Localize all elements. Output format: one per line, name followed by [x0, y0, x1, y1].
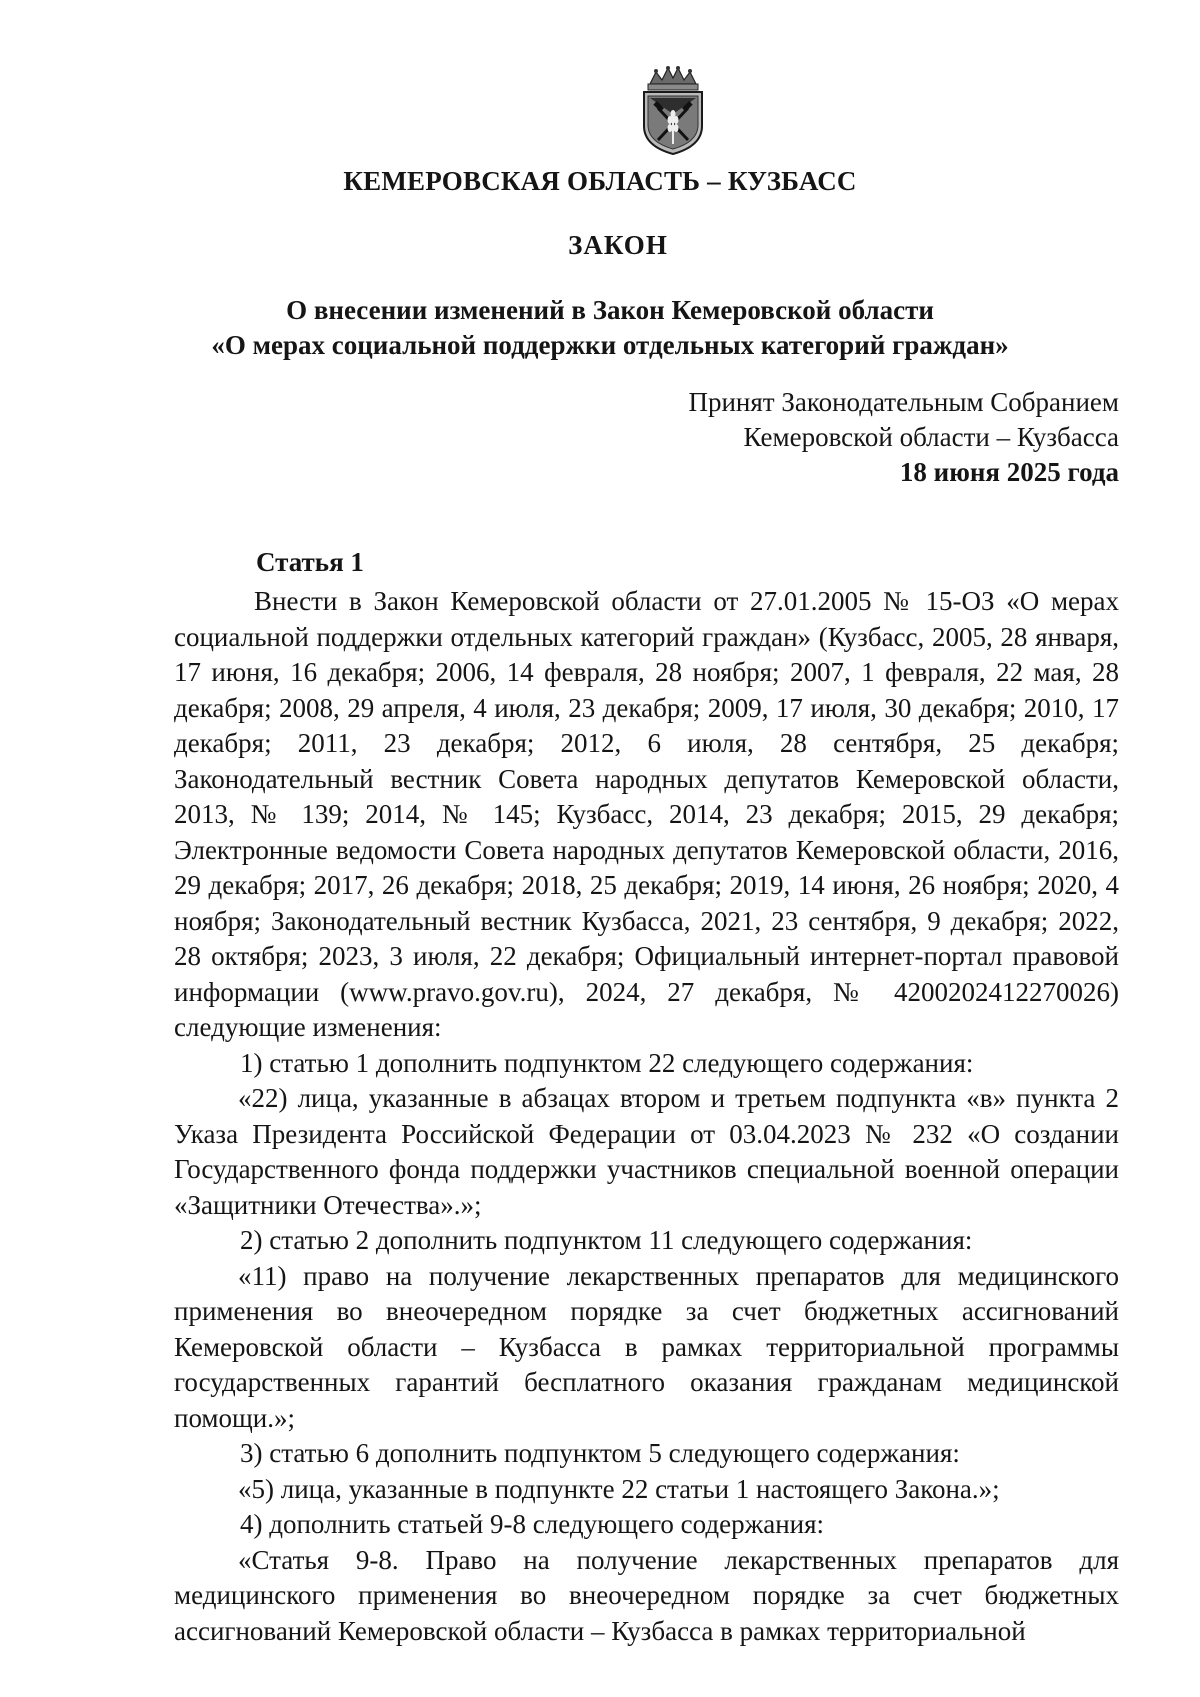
- amendment-item-4: 4) дополнить статьей 9-8 следующего содержания:: [240, 1509, 825, 1539]
- adoption-date: 18 июня 2025 года: [899, 457, 1119, 487]
- article-1-heading: Статья 1: [256, 547, 364, 577]
- amendment-item-1: 1) статью 1 дополнить подпунктом 22 следующего содержания:: [240, 1047, 974, 1078]
- amendment-item-4-text: «Статья 9-8. Право на получение лекарственных препаратов для медицинского применения во внеочередном порядке за счет бюджетных ассигнований Кемеровской области – Кузбасса в рамках территориальной: [174, 1544, 1119, 1646]
- law-title-line-1: О внесении изменений в Закон Кемеровской области: [286, 295, 934, 325]
- amendment-item-3-text: «5) лица, указанные в подпункте 22 статьи 1 настоящего Закона.»;: [238, 1473, 1000, 1504]
- coat-of-arms-icon: [636, 64, 710, 156]
- adoption-line-1: Принят Законодательным Собранием: [688, 387, 1119, 417]
- document-type-heading: ЗАКОН: [568, 230, 668, 260]
- law-title-line-2: «О мерах социальной поддержки отдельных категорий граждан»: [211, 330, 1009, 360]
- amendment-item-3: 3) статью 6 дополнить подпунктом 5 следующего содержания:: [240, 1438, 960, 1468]
- region-heading: КЕМЕРОВСКАЯ ОБЛАСТЬ – КУЗБАСС: [343, 166, 857, 196]
- amendment-item-1-text: «22) лица, указанные в абзацах втором и третьем подпункта «в» пункта 2 Указа Президента Российской Федерации от 03.04.2023 № 232 «О создании Государственного фонда поддержки участников специальной военной операции «Защитники Отечества».»;: [174, 1083, 1119, 1220]
- article-1-intro-paragraph: Внести в Закон Кемеровской области от 27.01.2005 № 15-ОЗ «О мерах социальной поддержки отдельных категорий граждан» (Кузбасс, 2005, 28 января, 17 июня, 16 декабря; 2006, 14 февраля, 28 ноября; 2007, 1 февраля, 22 мая, 28 декабря; 2008, 29 апреля, 4 июля, 23 декабря; 2009, 17 июля, 30 декабря; 2010, 17 декабря; 2011, 23 декабря; 2012, 6 июля, 28 сентября, 25 декабря; Законодательный вестник Совета народных депутатов Кемеровской области, 2013, № 139; 2014, № 145; Кузбасс, 2014, 23 декабря; 2015, 29 декабря; Электронные ведомости Совета народных депутатов Кемеровской области, 2016, 29 декабря; 2017, 26 декабря; 2018, 25 декабря; 2019, 14 июня, 26 ноября; 2020, 4 ноября; Законодательный вестник Кузбасса, 2021, 23 сентября, 9 декабря; 2022, 28 октября; 2023, 3 июля, 22 декабря; Официальный интернет-портал правовой информации (www.pravo.gov.ru), 2024, 27 декабря, № 4200202412270026) следующие изменения:: [174, 586, 1119, 1042]
- adoption-line-2: Кемеровской области – Кузбасса: [743, 422, 1119, 452]
- amendment-item-2: 2) статью 2 дополнить подпунктом 11 следующего содержания:: [240, 1225, 973, 1255]
- law-title: [0, 293, 1200, 363]
- adoption-block: [688, 385, 1119, 490]
- amendment-item-2-text: «11) право на получение лекарственных препаратов для медицинского применения во внеочередном порядке за счет бюджетных ассигнований Кемеровской области – Кузбасса в рамках территориальной программы государственных гарантий бесплатного оказания гражданам медицинской помощи.»;: [174, 1260, 1119, 1433]
- article-1-body: [174, 584, 1119, 1649]
